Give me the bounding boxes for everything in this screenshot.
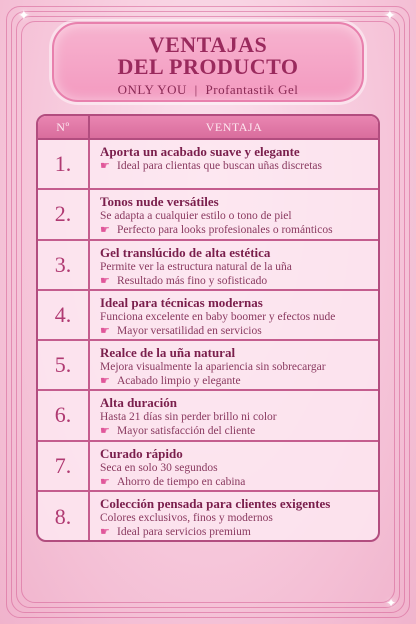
row-description: Funciona excelente en baby boomer y efectos nude xyxy=(100,310,336,323)
table-row xyxy=(38,391,378,441)
brand-separator: | xyxy=(194,82,198,97)
row-title: Gel translúcido de alta estética xyxy=(100,244,271,260)
row-title: Tonos nude versátiles xyxy=(100,194,219,210)
row-description: Seca en solo 30 segundos xyxy=(100,461,218,474)
row-number: 7. xyxy=(38,442,90,490)
row-number: 5. xyxy=(38,341,90,389)
brand-name: ONLY YOU xyxy=(117,82,187,97)
title-banner xyxy=(52,22,364,102)
page-title-line2: DEL PRODUCTO xyxy=(117,54,299,79)
row-content xyxy=(90,492,378,542)
brand-line xyxy=(54,82,362,98)
row-bullet xyxy=(100,223,378,237)
row-bullet xyxy=(100,424,378,438)
row-bullet xyxy=(100,525,378,539)
row-description: Se adapta a cualquier estilo o tono de piel xyxy=(100,210,292,223)
row-title: Colección pensada para clientes exigentes xyxy=(100,495,331,511)
row-bullet xyxy=(100,159,378,173)
row-number: 2. xyxy=(38,190,90,238)
row-content xyxy=(90,190,378,238)
pointing-hand-icon: ☛ xyxy=(100,323,110,337)
row-bullet xyxy=(100,475,378,489)
row-bullet-text: Acabado limpio y elegante xyxy=(117,375,241,387)
row-bullet-text: Perfecto para looks profesionales o románticos xyxy=(117,224,333,237)
row-bullet xyxy=(100,324,378,338)
table-row xyxy=(38,492,378,542)
row-content xyxy=(90,291,378,339)
row-number: 3. xyxy=(38,241,90,289)
row-content xyxy=(90,241,378,289)
row-number: 4. xyxy=(38,291,90,339)
row-number: 1. xyxy=(38,140,90,188)
row-content xyxy=(90,442,378,490)
pointing-hand-icon: ☛ xyxy=(100,223,110,237)
row-description: Hasta 21 días sin perder brillo ni color xyxy=(100,411,277,424)
row-description: Colores exclusivos, finos y modernos xyxy=(100,511,273,524)
row-bullet-text: Mayor satisfacción del cliente xyxy=(117,425,256,438)
row-description: Mejora visualmente la apariencia sin sobrecargar xyxy=(100,361,326,373)
row-bullet-text: Resultado más fino y sofisticado xyxy=(117,274,268,287)
product-name: Profantastik Gel xyxy=(205,82,299,97)
row-number: 6. xyxy=(38,391,90,439)
row-content xyxy=(90,341,378,389)
pointing-hand-icon: ☛ xyxy=(100,273,110,287)
pointing-hand-icon: ☛ xyxy=(100,474,110,488)
row-description: Permite ver la estructura natural de la uña xyxy=(100,260,292,273)
column-header-advantage: VENTAJA xyxy=(205,120,263,134)
sparkle-icon: ✦ xyxy=(384,8,396,24)
pointing-hand-icon: ☛ xyxy=(100,424,110,438)
pointing-hand-icon: ☛ xyxy=(100,159,110,172)
sparkle-icon: ✦ xyxy=(18,8,30,24)
row-title: Realce de la uña natural xyxy=(100,345,236,360)
row-bullet-text: Ideal para clientas que buscan uñas discretas xyxy=(117,160,322,172)
column-header-number: Nº xyxy=(38,116,90,138)
row-title: Aporta un acabado suave y elegante xyxy=(100,144,300,159)
table-row xyxy=(38,190,378,240)
row-content xyxy=(90,391,378,439)
row-title: Alta duración xyxy=(100,395,177,411)
table-row xyxy=(38,140,378,190)
table-row xyxy=(38,442,378,492)
row-title: Ideal para técnicas modernas xyxy=(100,294,263,310)
pointing-hand-icon: ☛ xyxy=(100,374,110,387)
sparkle-icon: ✦ xyxy=(386,596,397,610)
table-row xyxy=(38,241,378,291)
table-row xyxy=(38,291,378,341)
row-title: Curado rápido xyxy=(100,445,183,461)
table-header xyxy=(38,116,378,140)
row-number: 8. xyxy=(38,492,90,542)
row-bullet-text: Ahorro de tiempo en cabina xyxy=(117,475,246,488)
row-bullet xyxy=(100,274,378,288)
row-bullet xyxy=(100,374,378,388)
table-row xyxy=(38,341,378,391)
row-bullet-text: Mayor versatilidad en servicios xyxy=(117,324,262,337)
page-title-line1: VENTAJAS xyxy=(148,32,268,57)
row-bullet-text: Ideal para servicios premium xyxy=(117,525,251,538)
pointing-hand-icon: ☛ xyxy=(100,524,110,538)
row-content xyxy=(90,140,378,188)
advantages-table xyxy=(36,114,380,542)
